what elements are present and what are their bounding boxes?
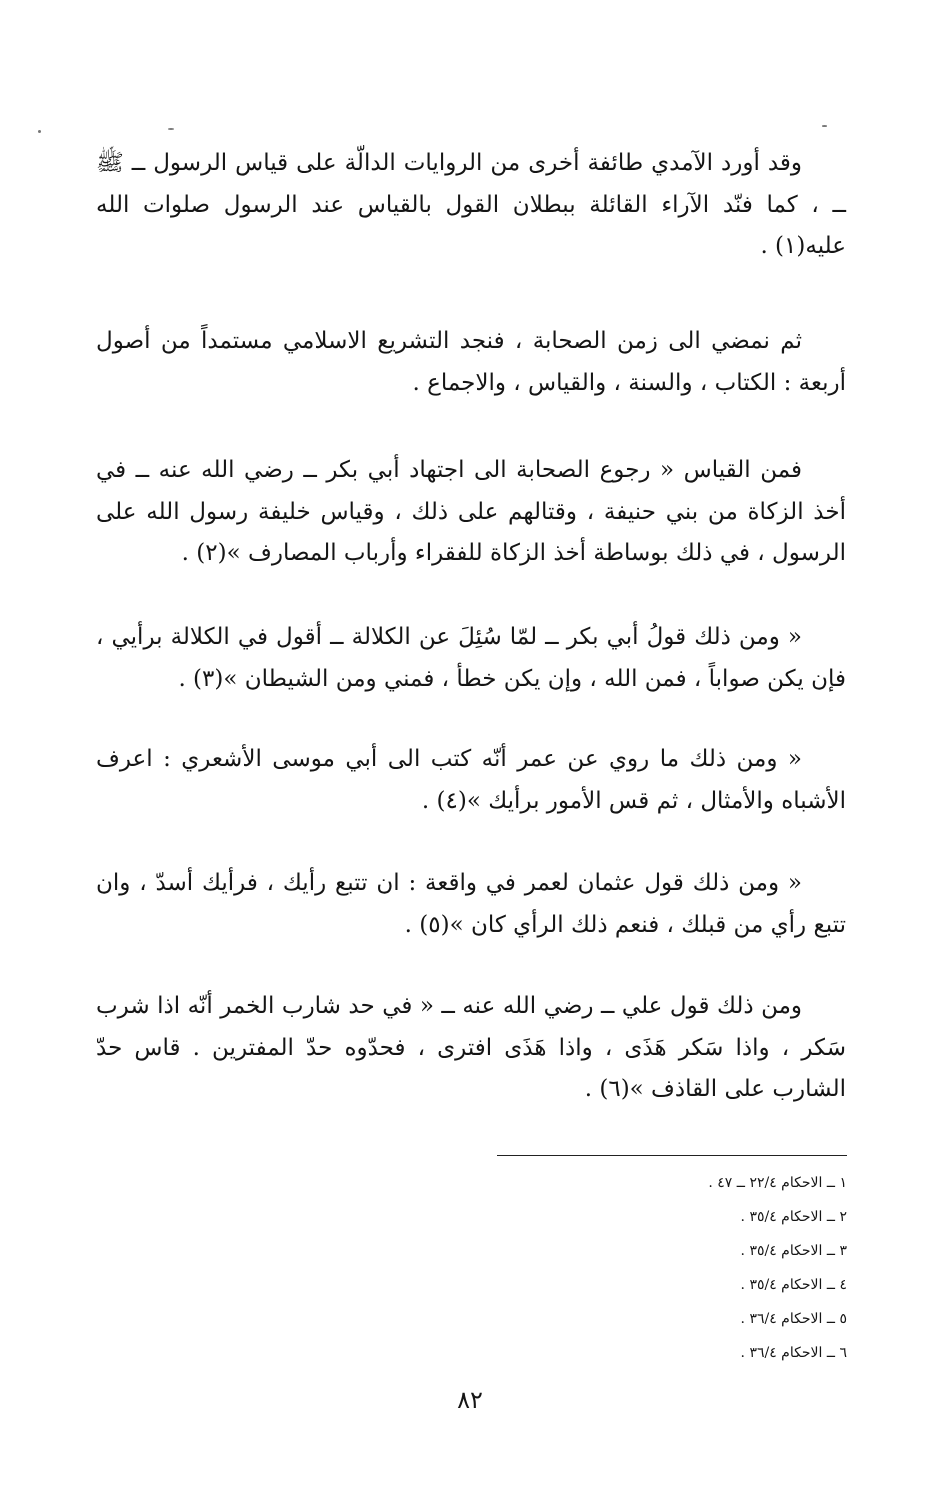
footnote: ٦ ــ الاحكام ٣٦/٤ . bbox=[740, 1345, 847, 1361]
page-number: ٨٢ bbox=[457, 1386, 483, 1414]
footnote: ٤ ــ الاحكام ٣٥/٤ . bbox=[740, 1277, 847, 1293]
footnote: ١ ــ الاحكام ٢٢/٤ ــ ٤٧ . bbox=[708, 1175, 847, 1191]
paragraph-text: وقد أورد الآمدي طائفة أخرى من الروايات الدالّة على قياس الرسول ــ ﷺ ــ ، كما فنّد الآراء القائلة ببطلان القول بالقياس عند الرسول صلوات الله عليه(١) . bbox=[96, 150, 846, 259]
scan-speck bbox=[168, 128, 174, 130]
footnote: ٢ ــ الاحكام ٣٥/٤ . bbox=[740, 1209, 847, 1225]
paragraph-text: « ومن ذلك قول عثمان لعمر في واقعة : ان تتبع رأيك ، فرأيك أسدّ ، وان تتبع رأي من قبلك ، فنعم ذلك الرأي كان »(٥) . bbox=[96, 870, 846, 938]
paragraph-3 bbox=[96, 450, 846, 575]
footnote: ٣ ــ الاحكام ٣٥/٤ . bbox=[740, 1243, 847, 1259]
paragraph-6 bbox=[96, 863, 846, 946]
scan-speck bbox=[38, 130, 41, 133]
paragraph-1 bbox=[96, 143, 846, 268]
paragraph-2 bbox=[96, 321, 846, 404]
paragraph-7 bbox=[96, 986, 846, 1111]
paragraph-text: ثم نمضي الى زمن الصحابة ، فنجد التشريع الاسلامي مستمداً من أصول أربعة : الكتاب ، والسنة ، والقياس ، والاجماع . bbox=[96, 328, 846, 396]
footnotes-list bbox=[447, 1166, 847, 1370]
footnote-separator bbox=[497, 1155, 847, 1156]
footnote: ٥ ــ الاحكام ٣٦/٤ . bbox=[740, 1311, 847, 1327]
paragraph-text: « ومن ذلك ما روي عن عمر أنّه كتب الى أبي موسى الأشعري : اعرف الأشباه والأمثال ، ثم قس الأمور برأيك »(٤) . bbox=[96, 746, 846, 814]
scan-speck bbox=[822, 125, 827, 127]
paragraph-text: فمن القياس « رجوع الصحابة الى اجتهاد أبي بكر ــ رضي الله عنه ــ في أخذ الزكاة من بني حنيفة ، وقتالهم على ذلك ، وقياس خليفة رسول الله على الرسول ، في ذلك بوساطة أخذ الزكاة للفقراء وأرباب المصارف »(٢) . bbox=[96, 457, 846, 566]
paragraph-4 bbox=[96, 617, 846, 700]
paragraph-text: ومن ذلك قول علي ــ رضي الله عنه ــ « في حد شارب الخمر أنّه اذا شرب سَكر ، واذا سَكر هَذَى ، واذا هَذَى افترى ، فحدّوه حدّ المفترين . قاس حدّ الشارب على القاذف »(٦) . bbox=[96, 993, 846, 1102]
paragraph-text: « ومن ذلك قولُ أبي بكر ــ لمّا سُئِلَ عن الكلالة ــ أقول في الكلالة برأيي ، فإن يكن صواباً ، فمن الله ، وإن يكن خطأ ، فمني ومن الشيطان »(٣) . bbox=[96, 624, 846, 692]
paragraph-5 bbox=[96, 739, 846, 822]
